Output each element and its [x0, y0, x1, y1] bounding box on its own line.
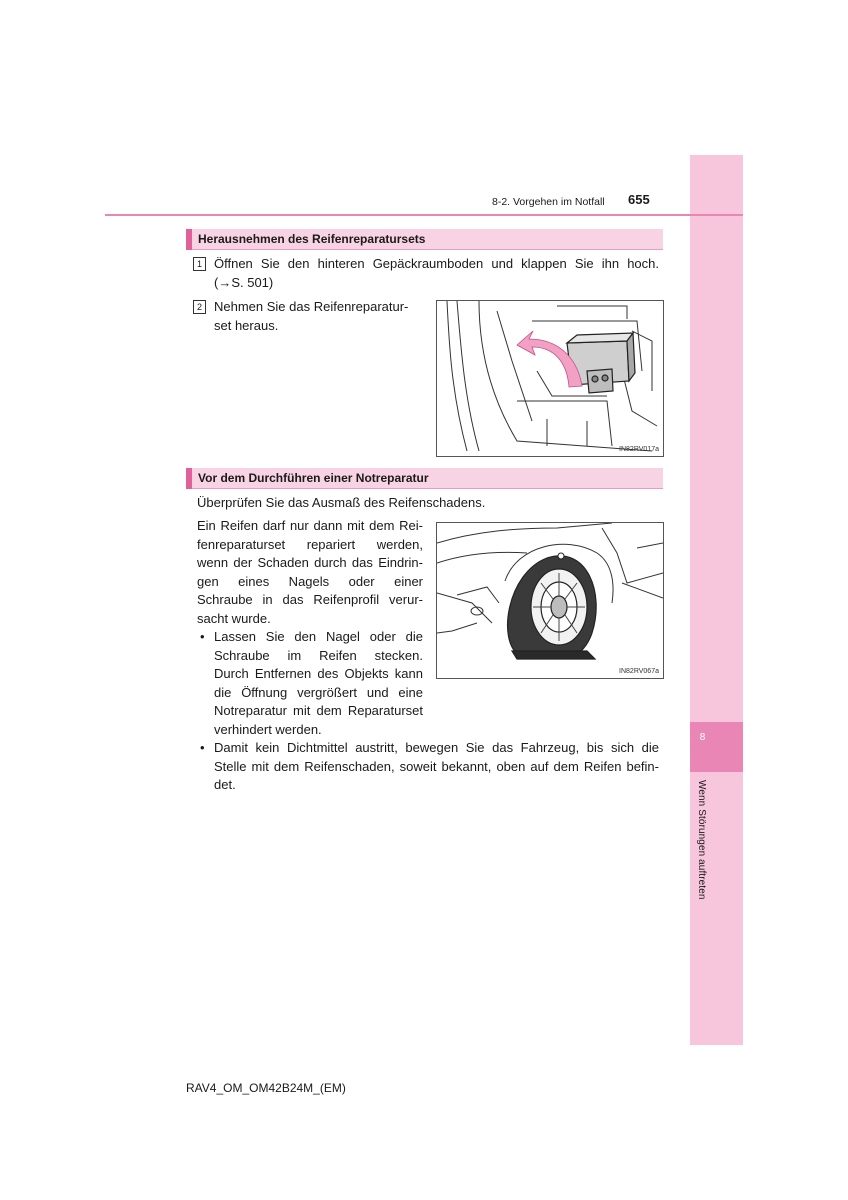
- chapter-number: 8: [699, 732, 706, 743]
- figure-flat-tire: [436, 522, 664, 679]
- chapter-tab-active: [690, 722, 743, 772]
- intro-text: Überprüfen Sie das Ausmaß des Reifenschadens.: [197, 495, 486, 510]
- para-line-3: wenn der Schaden durch das Eindrin-: [197, 555, 423, 570]
- bullet-1-marker: •: [200, 629, 205, 644]
- luggage-compartment-illustration: [437, 301, 663, 456]
- nail-icon: [558, 553, 564, 559]
- section-heading-before-repair: [186, 468, 663, 489]
- figure-repair-kit-removal: [436, 300, 664, 457]
- section-heading-text: Herausnehmen des Reifenreparatursets: [198, 232, 426, 246]
- para-line-1: Ein Reifen darf nur dann mit dem Rei-: [197, 518, 423, 533]
- bullet-1-line-4: die Öffnung vergrößert und eine: [214, 685, 423, 700]
- step-2-text-line2: set heraus.: [214, 318, 279, 333]
- para-line-4: gen eines Nagels oder einer: [197, 574, 423, 589]
- section-heading-text: Vor dem Durchführen einer Notreparatur: [198, 471, 429, 485]
- para-line-5: Schraube in das Reifenprofil verur-: [197, 592, 423, 607]
- bullet-2-line-3: det.: [214, 777, 236, 792]
- footer-document-code: RAV4_OM_OM42B24M_(EM): [186, 1081, 346, 1095]
- bullet-2-line-1: Damit kein Dichtmittel austritt, bewegen Sie das Fahrzeug, bis sich die: [214, 740, 659, 755]
- bullet-1-line-1: Lassen Sie den Nagel oder die: [214, 629, 423, 644]
- step-1-text-line1: Öffnen Sie den hinteren Gepäckraumboden und klappen Sie ihn hoch.: [214, 256, 659, 271]
- header-section-title: 8-2. Vorgehen im Notfall: [492, 196, 605, 208]
- chapter-title: Wenn Störungen auftreten: [696, 780, 707, 900]
- step-2-text-line1: Nehmen Sie das Reifenreparatur-: [214, 299, 409, 314]
- bullet-1-line-5: Notreparatur mit dem Reparaturset: [214, 703, 423, 718]
- step-number-2: 2: [193, 300, 206, 314]
- chapter-tab: [690, 155, 743, 1045]
- para-line-2: fenreparaturset repariert werden,: [197, 537, 423, 552]
- bullet-1-line-2: Schraube im Reifen stecken.: [214, 648, 423, 663]
- bullet-1-line-3: Durch Entfernen des Objekts kann: [214, 666, 423, 681]
- step-number-1: 1: [193, 257, 206, 271]
- figure-2-code: IN82RV067a: [619, 668, 659, 675]
- figure-1-code: IN82RV017a: [619, 446, 659, 453]
- step-1-page-ref: (→S. 501): [214, 275, 274, 290]
- flat-tire-illustration: [437, 523, 663, 678]
- bullet-2-marker: •: [200, 740, 205, 755]
- header-rule: [105, 214, 743, 216]
- para-line-6: sacht wurde.: [197, 611, 271, 626]
- bullet-2-line-2: Stelle mit dem Reifenschaden, soweit bekannt, oben auf dem Reifen befin-: [214, 759, 659, 774]
- bullet-1-line-6: verhindert werden.: [214, 722, 322, 737]
- section-heading-remove-kit: [186, 229, 663, 250]
- page-number: 655: [628, 192, 650, 207]
